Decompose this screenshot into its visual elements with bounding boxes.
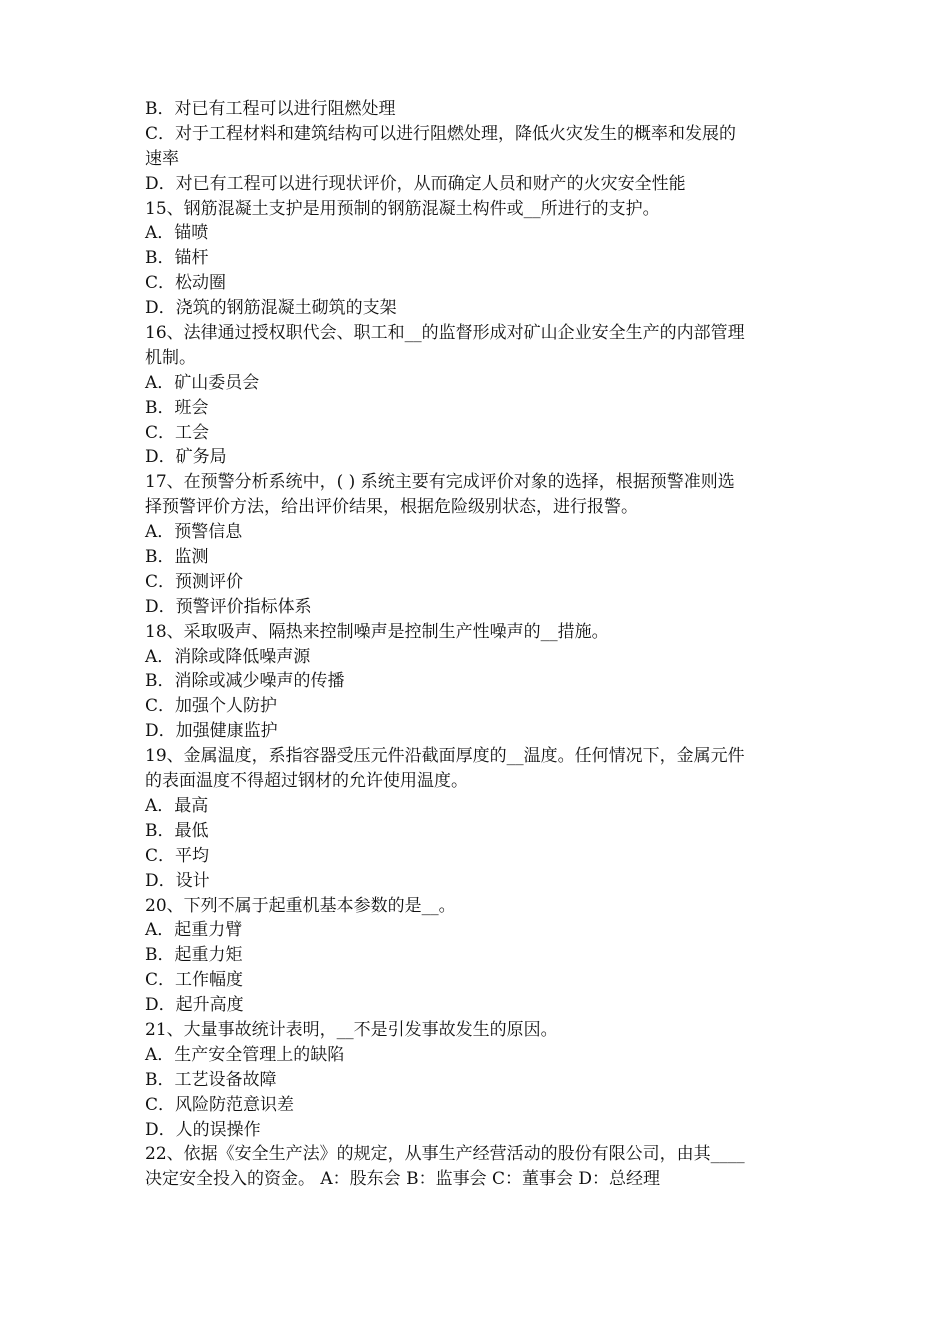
- question-20: 20、下列不属于起重机基本参数的是__。: [145, 895, 456, 916]
- option-line: C．工会: [145, 422, 210, 443]
- text-line: B．对已有工程可以进行阻燃处理: [145, 99, 396, 119]
- question-17: 17、在预警分析系统中，( ) 系统主要有完成评价对象的选择，根据预警准则选: [145, 472, 735, 493]
- option-line: D．人的误操作: [145, 1119, 261, 1140]
- text-line: 速率: [145, 148, 179, 169]
- option-line: C．工作幅度: [145, 970, 244, 991]
- question-18: 18、采取吸声、隔热来控制噪声是控制生产性噪声的__措施。: [145, 621, 609, 642]
- text-line: C．对于工程材料和建筑结构可以进行阻燃处理，降低火灾发生的概率和发展的: [145, 123, 737, 144]
- text-line: 择预警评价方法，给出评价结果，根据危险级别状态，进行报警。: [145, 497, 638, 518]
- option-line: B．班会: [145, 397, 209, 418]
- option-line: A．生产安全管理上的缺陷: [145, 1044, 345, 1065]
- question-19: 19、金属温度，系指容器受压元件沿截面厚度的__温度。任何情况下，金属元件: [145, 746, 745, 767]
- option-line: B．锚杆: [145, 248, 209, 269]
- option-line: C．加强个人防护: [145, 696, 278, 717]
- option-line: A．锚喷: [145, 223, 209, 244]
- option-line: D．预警评价指标体系: [145, 596, 312, 617]
- option-line: D．浇筑的钢筋混凝土砌筑的支架: [145, 298, 397, 319]
- option-line: C．风险防范意识差: [145, 1094, 295, 1115]
- text-line: 机制。: [145, 347, 196, 368]
- option-line: A．起重力臂: [145, 920, 243, 941]
- option-line: D．起升高度: [145, 995, 244, 1016]
- question-22: 22、依据《安全生产法》的规定，从事生产经营活动的股份有限公司，由其____: [145, 1144, 745, 1165]
- question-16: 16、法律通过授权职代会、职工和__的监督形成对矿山企业安全生产的内部管理: [145, 323, 745, 344]
- option-line: B．消除或减少噪声的传播: [145, 671, 345, 692]
- option-line: D．设计: [145, 870, 210, 891]
- option-line: C．预测评价: [145, 571, 244, 592]
- question-15: 15、钢筋混凝土支护是用预制的钢筋混凝土构件或__所进行的支护。: [145, 198, 660, 219]
- option-line: A．消除或降低噪声源: [145, 646, 311, 667]
- option-line: A．预警信息: [145, 522, 243, 543]
- option-line: B．起重力矩: [145, 945, 243, 966]
- option-line: A．矿山委员会: [145, 372, 260, 393]
- option-line: D．矿务局: [145, 447, 227, 468]
- option-line: B．工艺设备故障: [145, 1069, 277, 1090]
- text-line: D．对已有工程可以进行现状评价，从而确定人员和财产的火灾安全性能: [145, 173, 686, 194]
- option-line: B．监测: [145, 547, 209, 568]
- option-line: C．平均: [145, 845, 210, 866]
- option-line: A．最高: [145, 795, 209, 816]
- text-line: 决定安全投入的资金。 A：股东会 B：监事会 C：董事会 D：总经理: [145, 1169, 661, 1190]
- question-21: 21、大量事故统计表明，__不是引发事故发生的原因。: [145, 1019, 558, 1040]
- option-line: D．加强健康监护: [145, 721, 278, 742]
- text-line: 的表面温度不得超过钢材的允许使用温度。: [145, 771, 468, 792]
- option-line: B．最低: [145, 820, 209, 841]
- document-page: [145, 97, 810, 1192]
- option-line: C．松动圈: [145, 273, 227, 294]
